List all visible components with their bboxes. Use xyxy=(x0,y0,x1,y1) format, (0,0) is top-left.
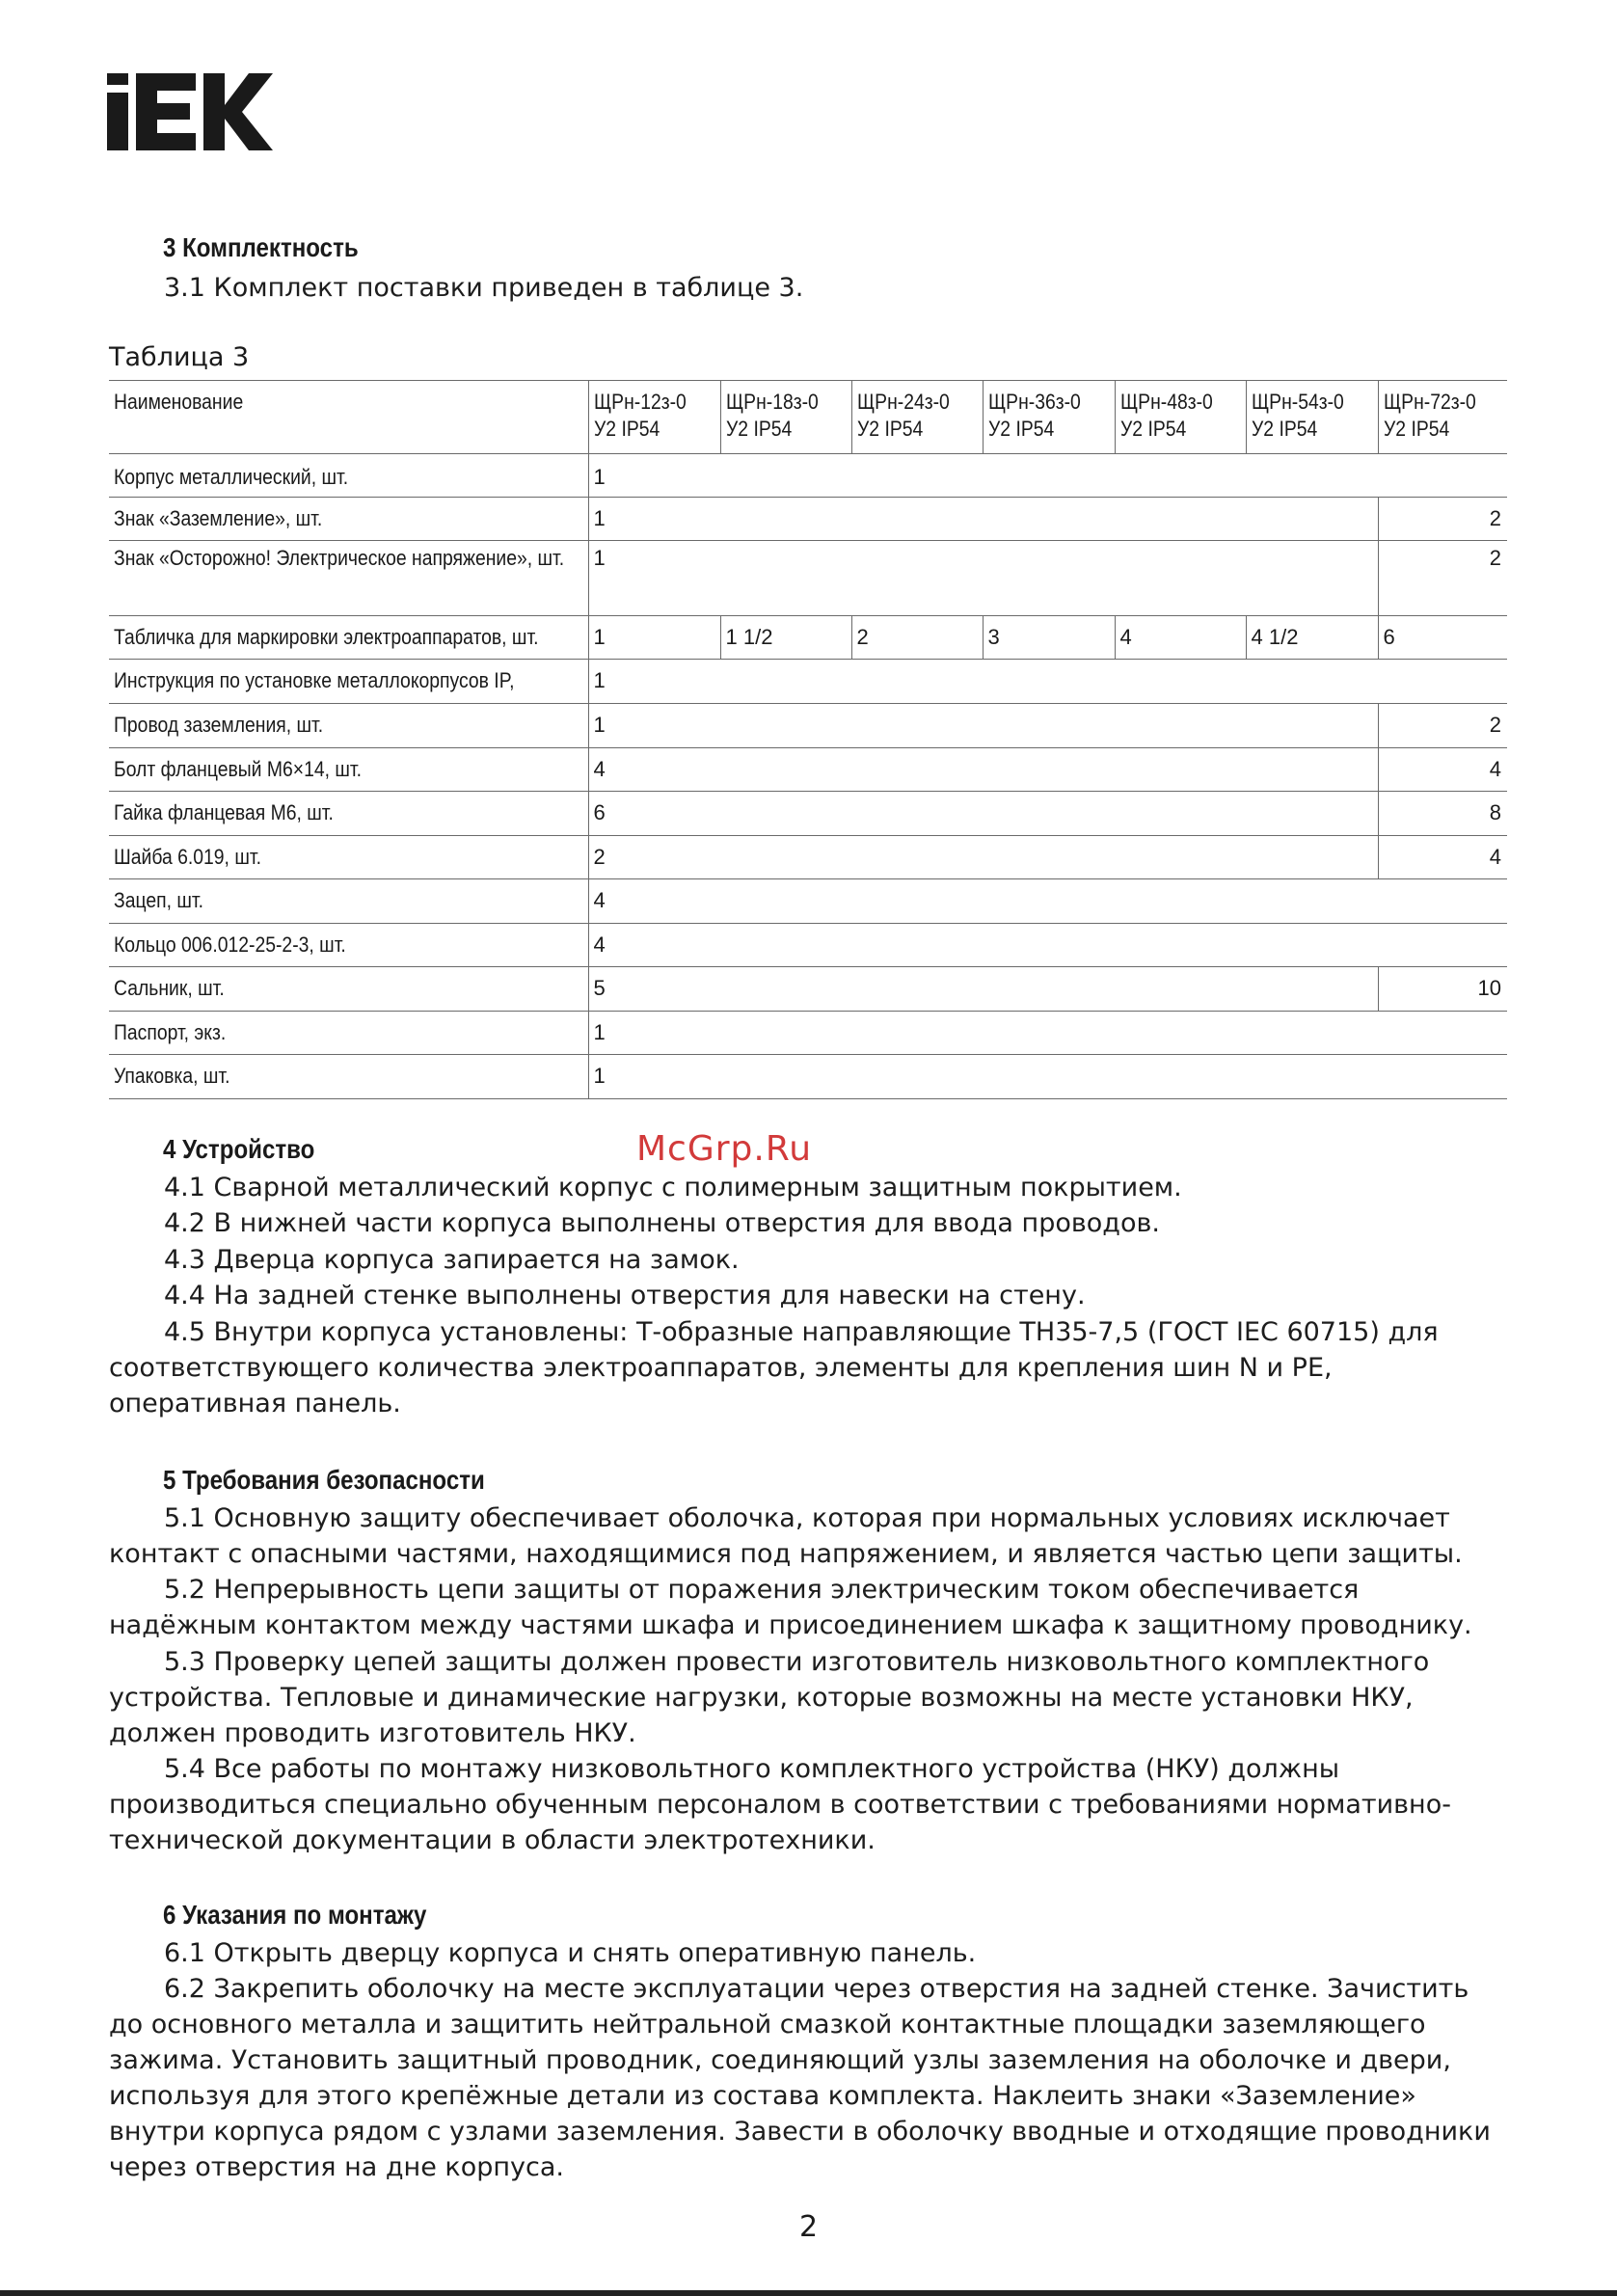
table-row: Болт фланцевый М6×14, шт. 4 4 xyxy=(109,748,1507,792)
table-row: Инструкция по установке металлокорпусов IP, 1 xyxy=(109,660,1507,704)
bottom-rule xyxy=(0,2290,1617,2296)
section-4-p4: 4.4 На задней стенке выполнены отверстия для навески на стену. xyxy=(164,1281,1086,1310)
section-5-p3: 5.3 Проверку цепей защиты должен провести изготовитель низковольтного комплектного устройства. Тепловые и динамические нагрузки, которые возможны на месте установки НКУ, должен проводить изготовитель НКУ. xyxy=(109,1647,1430,1748)
table-row: Знак «Осторожно! Электрическое напряжение», шт. 1 2 xyxy=(109,541,1507,616)
section-4-p3: 4.3 Дверца корпуса запирается на замок. xyxy=(164,1245,740,1275)
section-6-p1: 6.1 Открыть дверцу корпуса и снять оперативную панель. xyxy=(164,1938,977,1968)
table-row: Упаковка, шт. 1 xyxy=(109,1055,1507,1099)
section-4-p1: 4.1 Сварной металлический корпус с полимерным защитным покрытием. xyxy=(164,1173,1182,1202)
section-3-p1: 3.1 Комплект поставки приведен в таблице 3. xyxy=(164,273,804,303)
section-6-p2: 6.2 Закрепить оболочку на месте эксплуатации через отверстия на задней стенке. Зачистить до основного металла и защитить нейтральной смазкой контактные площадки заземляющего зажима. Установить защитный проводник, соединяющий узлы заземления на оболочке и двери, используя для этого крепёжные детали из состава комплекта. Наклеить знаки «Заземление» внутри корпуса рядом с узлами заземления. Завести в оболочку вводные и отходящие проводники через отверстия на дне корпуса. xyxy=(109,1974,1491,2182)
table-row: Зацеп, шт. 4 xyxy=(109,879,1507,924)
header-cell: ЩРн-36з-0 У2 IP54 xyxy=(983,381,1115,454)
header-cell: ЩРн-72з-0 У2 IP54 xyxy=(1378,381,1507,454)
section-4-title: 4 Устройство xyxy=(163,1134,315,1164)
header-cell: ЩРн-54з-0 У2 IP54 xyxy=(1246,381,1378,454)
table-row: Сальник, шт. 5 10 xyxy=(109,967,1507,1012)
table-row: Табличка для маркировки электроаппаратов, шт. 1 1 1/2 2 3 4 4 1/2 6 xyxy=(109,616,1507,660)
kit-table xyxy=(109,380,1507,1099)
table-row: Провод заземления, шт. 1 2 xyxy=(109,704,1507,748)
table-row: Кольцо 006.012-25-2-3, шт. 4 xyxy=(109,924,1507,967)
table-row: Шайба 6.019, шт. 2 4 xyxy=(109,836,1507,879)
section-5-p4: 5.4 Все работы по монтажу низковольтного комплектного устройства (НКУ) должны производиться специально обученным персоналом в соответствии с требованиями нормативно-технической документации в области электротехники. xyxy=(109,1754,1451,1855)
header-cell: Наименование xyxy=(109,381,588,454)
header-cell: ЩРн-48з-0 У2 IP54 xyxy=(1115,381,1246,454)
page-number: 2 xyxy=(798,2210,819,2244)
table-row: Паспорт, экз. 1 xyxy=(109,1012,1507,1055)
section-6-title: 6 Указания по монтажу xyxy=(163,1900,427,1930)
table-row: Знак «Заземление», шт. 1 2 xyxy=(109,498,1507,541)
header-cell: ЩРн-24з-0 У2 IP54 xyxy=(851,381,983,454)
section-4-p2: 4.2 В нижней части корпуса выполнены отверстия для ввода проводов. xyxy=(164,1208,1160,1238)
header-cell: ЩРн-12з-0 У2 IP54 xyxy=(588,381,720,454)
section-5-p1: 5.1 Основную защиту обеспечивает оболочка, которая при нормальных условиях исключает контакт с опасными частями, находящимися под напряжением, и является частью цепи защиты. xyxy=(109,1503,1463,1569)
table-caption: Таблица 3 xyxy=(109,342,250,372)
table-row: Корпус металлический, шт. 1 xyxy=(109,454,1507,498)
table-header-row xyxy=(109,381,1507,454)
iek-logo xyxy=(107,73,273,150)
section-3-title: 3 Комплектность xyxy=(163,232,359,262)
header-cell: ЩРн-18з-0 У2 IP54 xyxy=(720,381,851,454)
section-4-p5: 4.5 Внутри корпуса установлены: Т-образные направляющие ТН35-7,5 (ГОСТ IEC 60715) для соответствующего количества электроаппаратов, элементы для крепления шин N и PE, оперативная панель. xyxy=(109,1317,1439,1418)
watermark: McGrp.Ru xyxy=(636,1129,813,1169)
table-row: Гайка фланцевая М6, шт. 6 8 xyxy=(109,792,1507,836)
section-5-p2: 5.2 Непрерывность цепи защиты от поражения электрическим током обеспечивается надёжным контактом между частями шкафа и присоединением шкафа к защитному проводнику. xyxy=(109,1575,1472,1640)
section-5-title: 5 Требования безопасности xyxy=(163,1465,485,1495)
